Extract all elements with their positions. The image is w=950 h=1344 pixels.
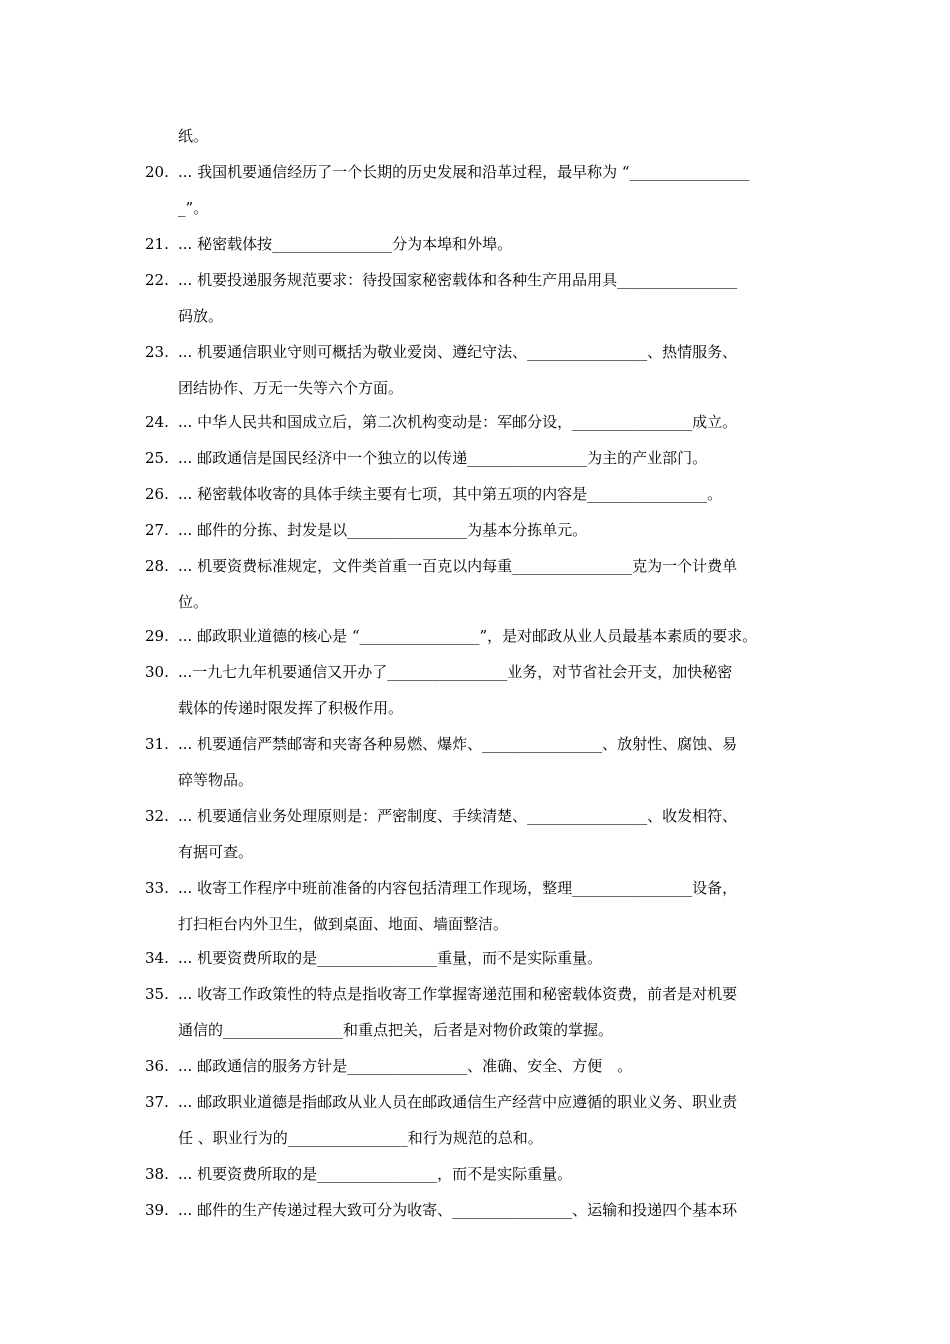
question-number: 26. bbox=[145, 485, 169, 503]
question-number: 31. bbox=[145, 735, 169, 753]
question-number: 35. bbox=[145, 985, 169, 1003]
question-number: 33. bbox=[145, 879, 169, 897]
question-text: ... 机要投递服务规范要求：待投国家秘密载体和各种生产用品用具________________ bbox=[178, 271, 738, 289]
question-number: 30. bbox=[145, 663, 169, 681]
question-number: 25. bbox=[145, 449, 169, 467]
question-text-continuation: 打扫柜台内外卫生，做到桌面、地面、墙面整洁。 bbox=[178, 915, 509, 933]
question-text: ... 机要资费所取的是________________重量，而不是实际重量。 bbox=[178, 949, 603, 967]
question-text-continuation: 碎等物品。 bbox=[178, 771, 254, 789]
question-number: 32. bbox=[145, 807, 169, 825]
question-number: 34. bbox=[145, 949, 169, 967]
question-text-continuation: 通信的________________和重点把关，后者是对物价政策的掌握。 bbox=[178, 1021, 614, 1039]
continuation-text: 纸。 bbox=[178, 127, 209, 145]
question-text: ... 机要通信业务处理原则是：严密制度、手续清楚、________________、收发相符、 bbox=[178, 807, 738, 825]
question-number: 23. bbox=[145, 343, 169, 361]
question-text-continuation: _”。 bbox=[178, 199, 209, 217]
question-number: 27. bbox=[145, 521, 169, 539]
question-text: ... 邮件的生产传递过程大致可分为收寄、________________、运输和投递四个基本环 bbox=[178, 1201, 738, 1219]
question-text: ... 机要资费所取的是________________，而不是实际重量。 bbox=[178, 1165, 573, 1183]
question-text: ... 秘密载体收寄的具体手续主要有七项，其中第五项的内容是________________。 bbox=[178, 485, 723, 503]
question-text-continuation: 位。 bbox=[178, 593, 209, 611]
question-number: 36. bbox=[145, 1057, 169, 1075]
question-text: ... 中华人民共和国成立后，第二次机构变动是：军邮分设，________________成立。 bbox=[178, 413, 738, 431]
question-text-continuation: 团结协作、万无一失等六个方面。 bbox=[178, 379, 404, 397]
question-text-continuation: 码放。 bbox=[178, 307, 224, 325]
question-number: 29. bbox=[145, 627, 169, 645]
question-text: ... 收寄工作程序中班前准备的内容包括清理工作现场，整理________________设备， bbox=[178, 879, 738, 897]
question-text-continuation: 载体的传递时限发挥了积极作用。 bbox=[178, 699, 404, 717]
question-text-continuation: 有据可查。 bbox=[178, 843, 254, 861]
question-text: ... 邮政通信是国民经济中一个独立的以传递________________为主的产业部门。 bbox=[178, 449, 708, 467]
question-number: 21. bbox=[145, 235, 169, 253]
question-text: ... 邮政职业道德是指邮政从业人员在邮政通信生产经营中应遵循的职业义务、职业责 bbox=[178, 1093, 738, 1111]
question-text-continuation: 任 、职业行为的________________和行为规范的总和。 bbox=[178, 1129, 543, 1147]
question-text: ... 邮件的分拣、封发是以________________为基本分拣单元。 bbox=[178, 521, 588, 539]
question-number: 38. bbox=[145, 1165, 169, 1183]
question-number: 39. bbox=[145, 1201, 169, 1219]
question-text: ...一九七九年机要通信又开办了________________业务，对节省社会开支，加快秘密 bbox=[178, 663, 733, 681]
question-text: ... 我国机要通信经历了一个长期的历史发展和沿革过程，最早称为 “________________ bbox=[178, 163, 750, 181]
question-number: 24. bbox=[145, 413, 169, 431]
question-text: ... 邮政职业道德的核心是 “________________”，是对邮政从业人员最基本素质的要求。 bbox=[178, 627, 758, 645]
question-text: ... 秘密载体按________________分为本埠和外埠。 bbox=[178, 235, 513, 253]
question-number: 37. bbox=[145, 1093, 169, 1111]
question-text: ... 机要通信严禁邮寄和夹寄各种易燃、爆炸、________________、放射性、腐蚀、易 bbox=[178, 735, 738, 753]
question-text: ... 收寄工作政策性的特点是指收寄工作掌握寄递范围和秘密载体资费，前者是对机要 bbox=[178, 985, 738, 1003]
question-number: 20. bbox=[145, 163, 169, 181]
question-text: ... 邮政通信的服务方针是________________、准确、安全、方便 。 bbox=[178, 1057, 633, 1075]
question-text: ... 机要资费标准规定，文件类首重一百克以内每重________________克为一个计费单 bbox=[178, 557, 738, 575]
question-number: 22. bbox=[145, 271, 169, 289]
question-number: 28. bbox=[145, 557, 169, 575]
question-text: ... 机要通信职业守则可概括为敬业爱岗、遵纪守法、________________、热情服务、 bbox=[178, 343, 738, 361]
